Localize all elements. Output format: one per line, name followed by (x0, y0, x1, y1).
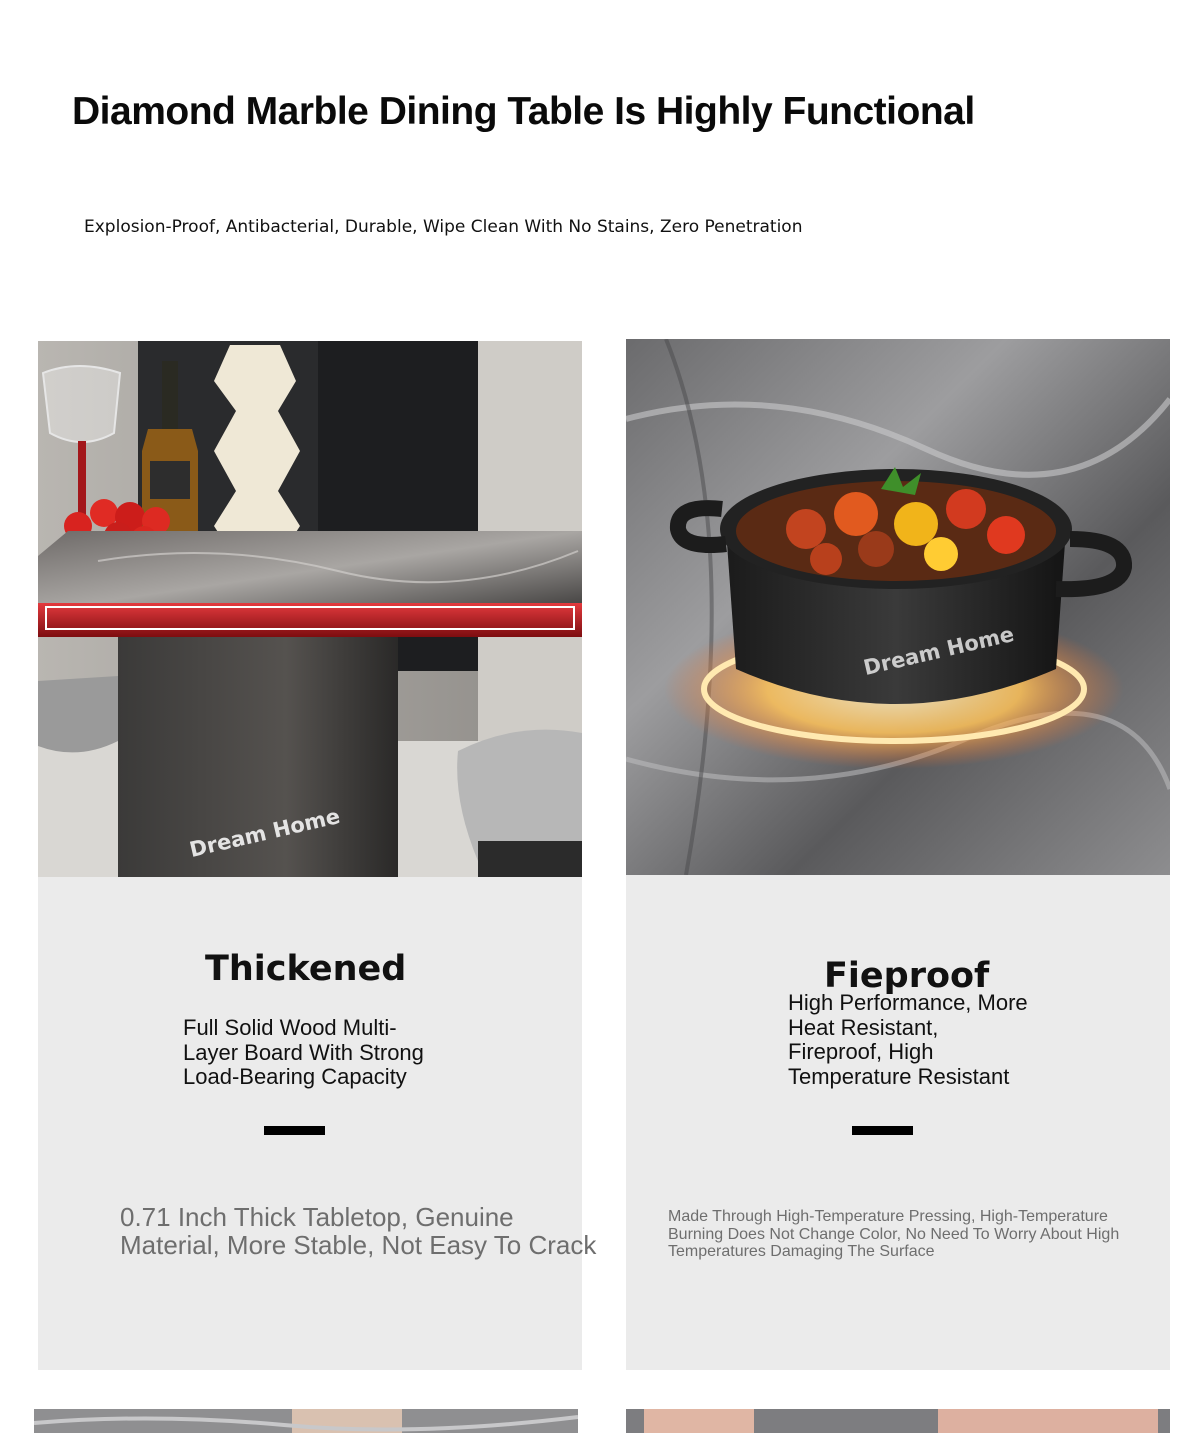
card-note: 0.71 Inch Thick Tabletop, Genuine Material, More Stable, Not Easy To Crack (120, 1202, 597, 1260)
page-title: Diamond Marble Dining Table Is Highly Functional (72, 90, 975, 133)
card-description: Full Solid Wood Multi-Layer Board With Strong Load-Bearing Capacity (183, 1015, 424, 1089)
divider-bar (852, 1126, 913, 1135)
feature-card-thickened (38, 341, 597, 1370)
divider-bar (264, 1126, 325, 1135)
card-note: Made Through High-Temperature Pressing, High-Temperature Burning Does Not Change Color, No Need To Worry About High Temperatures Damaging The Surface (668, 1208, 1120, 1260)
card-title: Thickened (205, 949, 407, 989)
card-title: Fieproof (824, 956, 990, 996)
photo-watermark: Dream Home (861, 622, 1017, 680)
next-section-preview-left (34, 1409, 578, 1433)
feature-card-fireproof (626, 339, 1170, 1370)
table-edge-photo (38, 341, 582, 877)
photo-watermark: Dream Home (187, 804, 343, 862)
page-subtitle: Explosion-Proof, Antibacterial, Durable, Wipe Clean With No Stains, Zero Penetration (84, 217, 803, 237)
next-section-preview-right (626, 1409, 1170, 1433)
hot-pot-photo (626, 339, 1170, 875)
card-description: High Performance, More Heat Resistant, Fireproof, High Temperature Resistant (788, 990, 1028, 1089)
